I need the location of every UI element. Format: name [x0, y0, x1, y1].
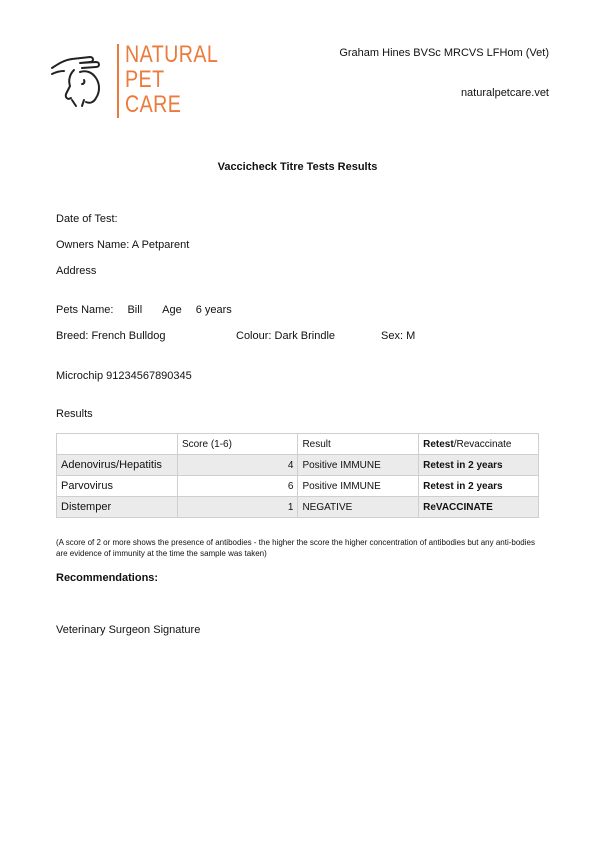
test-score: 6	[177, 476, 298, 497]
logo-divider	[117, 44, 119, 118]
breed: Breed: French Bulldog	[56, 330, 166, 342]
header-revaccinate: /Revaccinate	[453, 438, 512, 450]
header-test	[57, 434, 178, 455]
logo	[50, 42, 220, 122]
table-row	[57, 497, 539, 518]
recommendations-heading: Recommendations:	[56, 572, 159, 584]
logo-line-2: PET	[125, 66, 165, 93]
microchip: Microchip 91234567890345	[56, 370, 192, 382]
logo-line-1: NATURAL	[125, 41, 219, 68]
signature-label: Veterinary Surgeon Signature	[56, 624, 201, 636]
table-row	[57, 455, 539, 476]
owners-name: Owners Name: A Petparent	[56, 239, 190, 251]
logo-wordmark	[125, 42, 218, 117]
score-note: (A score of 2 or more shows the presence of antibodies - the higher the score the higher concentration of antibodies but any anti-bodies are evidence of immunity at the time the sample was taken)	[56, 538, 535, 558]
logo-line-3: CARE	[125, 91, 182, 118]
pet-info-row	[56, 304, 232, 316]
vet-name: Graham Hines BVSc MRCVS LFHom (Vet)	[339, 47, 549, 59]
test-action: ReVACCINATE	[419, 497, 539, 518]
header-retest-bold: Retest	[423, 438, 454, 450]
age-label: Age	[162, 304, 182, 316]
test-score: 1	[177, 497, 298, 518]
test-score: 4	[177, 455, 298, 476]
sex: Sex: M	[381, 330, 416, 342]
results-label: Results	[56, 408, 93, 420]
website-link[interactable]: naturalpetcare.vet	[460, 87, 549, 99]
document-title: Vaccicheck Titre Tests Results	[217, 161, 378, 173]
pets-name-label: Pets Name:	[56, 304, 114, 316]
hand-and-dog-logo-icon	[50, 50, 112, 112]
test-action: Retest in 2 years	[419, 476, 539, 497]
pets-name: Bill	[127, 304, 143, 316]
table-header-row	[57, 434, 539, 455]
test-name: Adenovirus/Hepatitis	[57, 455, 178, 476]
colour: Colour: Dark Brindle	[236, 330, 336, 342]
header-score: Score (1-6)	[177, 434, 298, 455]
test-result: NEGATIVE	[298, 497, 419, 518]
test-name: Distemper	[57, 497, 178, 518]
test-name: Parvovirus	[57, 476, 178, 497]
age: 6 years	[195, 304, 232, 316]
test-action: Retest in 2 years	[419, 455, 539, 476]
table-row	[57, 476, 539, 497]
address: Address	[56, 265, 97, 277]
test-result: Positive IMMUNE	[298, 455, 419, 476]
date-of-test: Date of Test:	[56, 213, 118, 225]
header-retest	[419, 434, 539, 455]
results-table	[56, 433, 539, 518]
header-result: Result	[298, 434, 419, 455]
test-result: Positive IMMUNE	[298, 476, 419, 497]
